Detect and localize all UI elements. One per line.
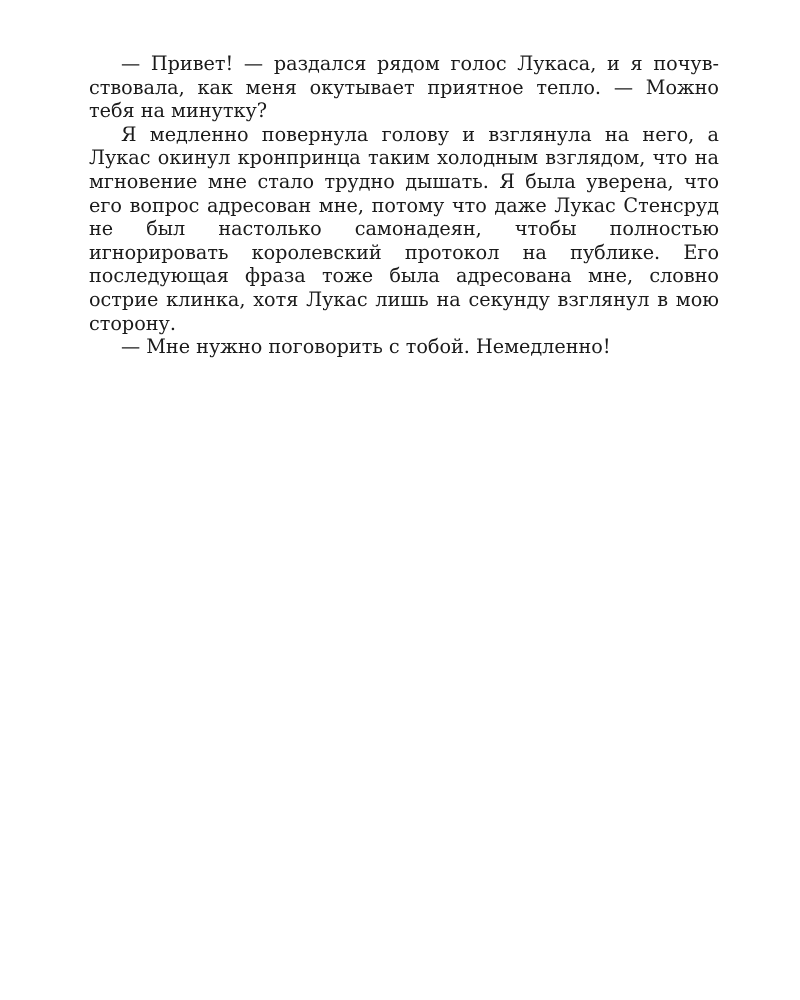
page-text <box>89 52 719 359</box>
paragraph-2: Я медленно повернула голову и взглянула на него, а Лукас окинул кронпринца таким холодным взглядом, что на мгновение мне стало трудно дышать. Я была уверена, что его вопрос адресован мне, потому что даже Лукас Стенсруд не был настолько самонадеян, чтобы полностью игнорировать королевский протокол на публике. Его последующая фраза тоже была адресована мне, словно острие клинка, хотя Лукас лишь на секунду взглянул в мою сторону. <box>89 122 719 335</box>
paragraph-3: — Мне нужно поговорить с тобой. Немедленно! <box>121 335 611 359</box>
paragraph-1: — Привет! — раздался рядом голос Лукаса, и я почувствовала, как меня окутывает приятное тепло. — Можно тебя на минутку? <box>89 52 719 123</box>
